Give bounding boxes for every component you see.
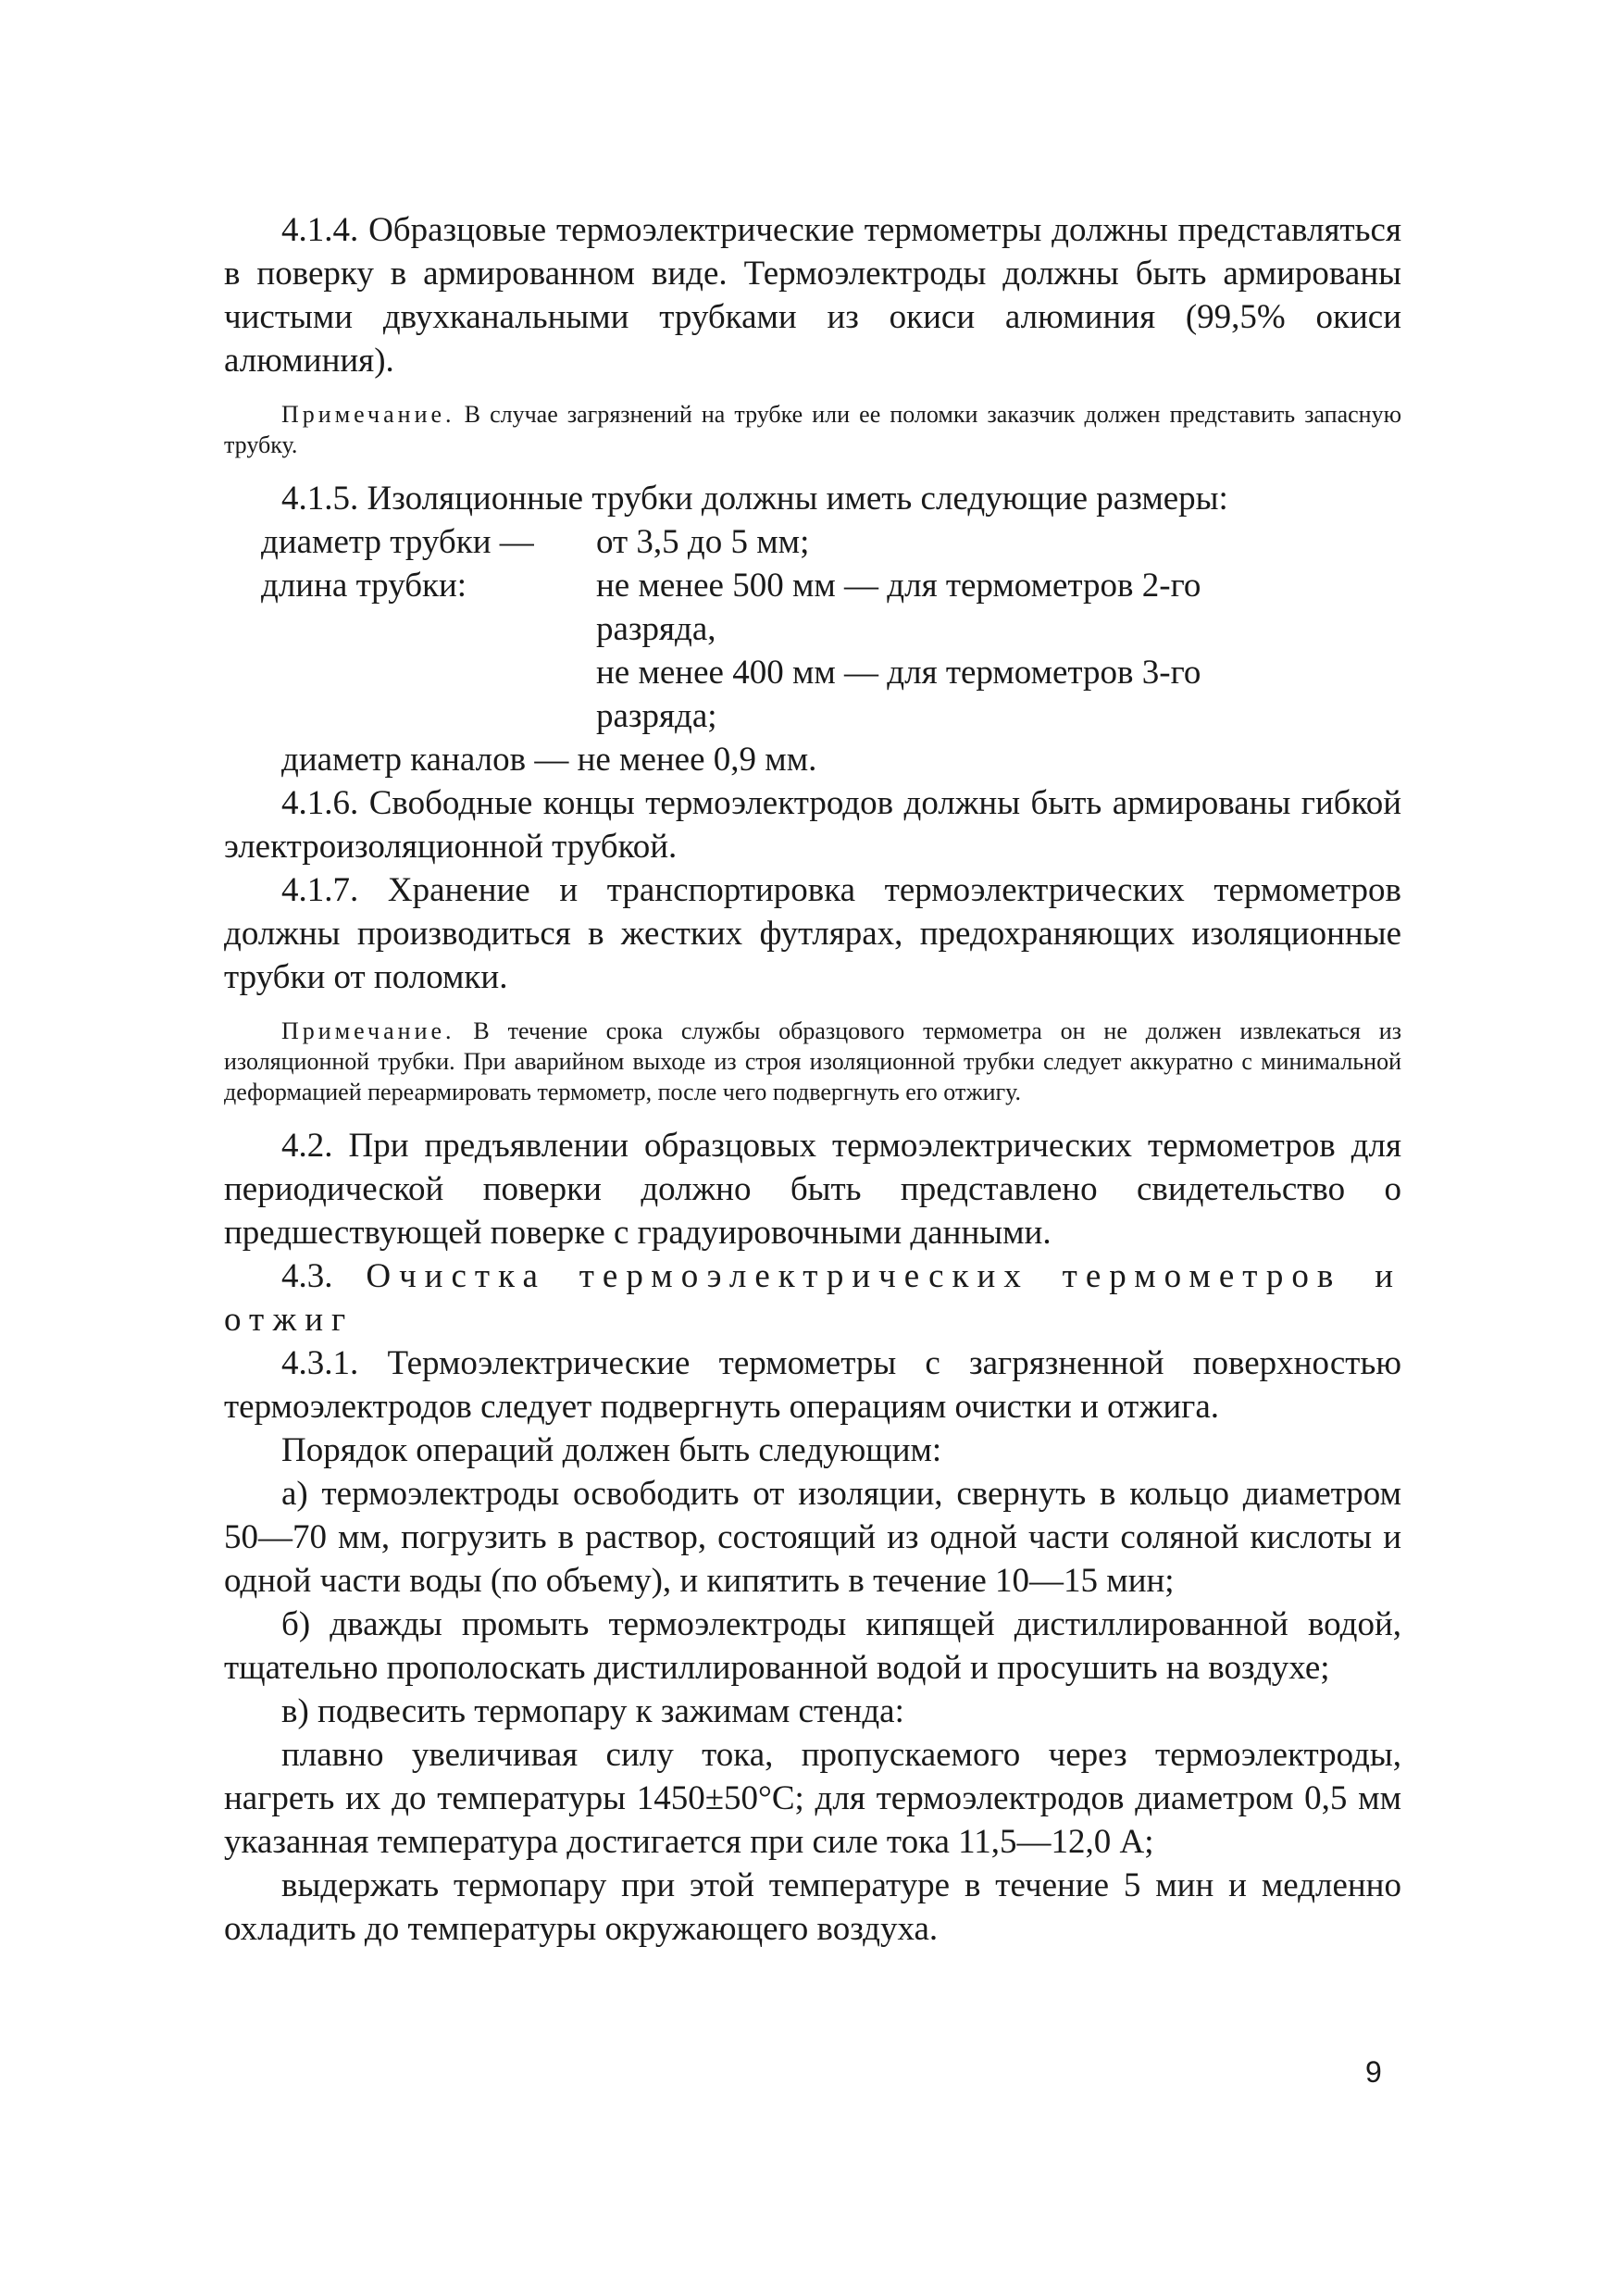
dim-length-value-1a: не менее 500 мм — для термометров 2-го	[596, 567, 1201, 605]
note-1	[224, 399, 1401, 460]
paragraph-4-3-1: 4.3.1. Термоэлектрические термометры с загрязненной поверхностью термоэлектродов следует подвергнуть операциям очистки и отжига.	[224, 1344, 1401, 1426]
document-page	[224, 208, 1401, 1951]
note-2-text: В течение срока службы образцового термометра он не должен извлекаться из изоляционной трубки. При аварийном выходе из строя изоляционной трубки следует аккуратно с минимальной деформацией переармировать термометр, после чего подвергнуть его отжигу.	[224, 1017, 1401, 1105]
dim-length-value-1b: разряда,	[596, 610, 716, 648]
note-1-label: Примечание.	[281, 401, 455, 428]
dim-length-value-2b: разряда;	[596, 697, 717, 735]
note-2-label: Примечание.	[281, 1017, 455, 1044]
paragraph-holding: выдержать термопару при этой температуре в течение 5 мин и медленно охладить до температуры окружающего воздуха.	[224, 1866, 1401, 1948]
dim-row-length	[224, 564, 1401, 738]
dim-row-diameter	[224, 520, 1401, 564]
paragraph-step-v: в) подвесить термопару к зажимам стенда:	[281, 1692, 904, 1730]
dim-channels: диаметр каналов — не менее 0,9 мм.	[281, 741, 817, 779]
paragraph-4-1-5: 4.1.5. Изоляционные трубки должны иметь следующие размеры:	[281, 480, 1228, 518]
paragraph-4-2: 4.2. При предъявлении образцовых термоэлектрических термометров для периодической поверки должно быть представлено свидетельство о предшествующей поверке с градуировочными данными.	[224, 1127, 1401, 1252]
dim-diameter-value: от 3,5 до 5 мм;	[596, 523, 810, 561]
paragraph-step-a: а) термоэлектроды освободить от изоляции, свернуть в кольцо диаметром 50—70 мм, погрузить в раствор, состоящий из одной части соляной кислоты и одной части воды (по объему), и кипятить в течение 10—15 мин;	[224, 1475, 1401, 1600]
dim-length-label: длина трубки:	[261, 567, 467, 605]
paragraph-4-1-4: 4.1.4. Образцовые термоэлектрические термометры должны представляться в поверку в армированном виде. Термоэлектроды должны быть армированы чистыми двухканальными трубками из окиси алюминия (99,5% окиси алюминия).	[224, 211, 1401, 380]
paragraph-4-1-6: 4.1.6. Свободные концы термоэлектродов должны быть армированы гибкой электроизоляционной трубкой.	[224, 784, 1401, 866]
dim-length-values	[596, 564, 1401, 738]
dim-diameter-label: диаметр трубки —	[261, 523, 534, 561]
paragraph-order: Порядок операций должен быть следующим:	[281, 1431, 942, 1469]
dim-length-value-2a: не менее 400 мм — для термометров 3-го	[596, 654, 1201, 692]
paragraph-heating: плавно увеличивая силу тока, пропускаемого через термоэлектроды, нагреть их до температуры 1450±50°С; для термоэлектродов диаметром 0,5 мм указанная температура достигается при силе тока 11,5—12,0 А;	[224, 1736, 1401, 1861]
paragraph-step-b: б) дважды промыть термоэлектроды кипящей дистиллированной водой, тщательно прополоскать дистиллированной водой и просушить на воздухе;	[224, 1605, 1401, 1687]
tube-dimensions	[224, 520, 1401, 781]
section-heading-number: 4.3.	[281, 1257, 333, 1295]
section-heading-text: Очистка термоэлектрических термометров и отжиг	[224, 1257, 1401, 1339]
section-heading-4-3	[224, 1254, 1401, 1341]
paragraph-4-1-7: 4.1.7. Хранение и транспортировка термоэлектрических термометров должны производиться в жестких футлярах, предохраняющих изоляционные трубки от поломки.	[224, 871, 1401, 996]
note-2	[224, 1016, 1401, 1107]
note-1-text: В случае загрязнений на трубке или ее поломки заказчик должен представить запасную трубку.	[224, 401, 1401, 458]
page-number: 9	[1365, 2055, 1382, 2089]
